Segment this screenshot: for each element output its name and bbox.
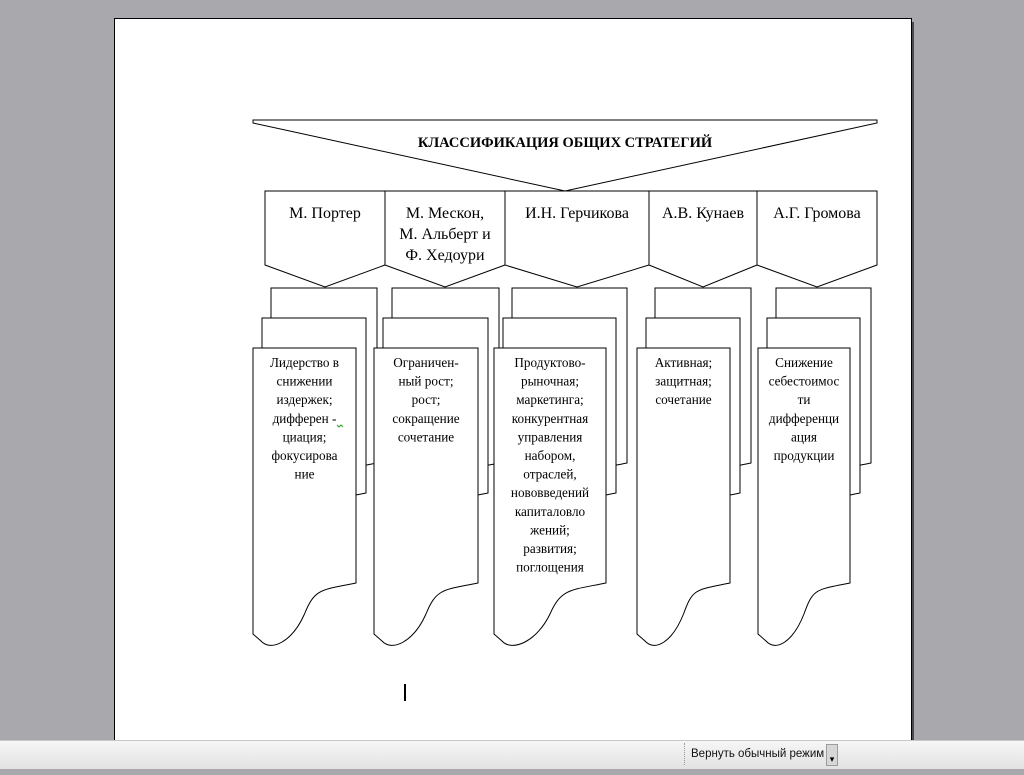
strategy-list-5: Снижение себестоимос ти дифференци ация продукции bbox=[768, 355, 840, 463]
strategy-diagram bbox=[115, 19, 911, 749]
document-page[interactable] bbox=[114, 18, 912, 750]
author-header-1: М. Портер bbox=[289, 205, 361, 222]
restore-mode-dropdown-button[interactable] bbox=[826, 744, 838, 766]
author-header-3: И.Н. Герчикова bbox=[525, 205, 629, 222]
strategy-list-2: Ограничен-ный рост; рост; сокращение сочетание bbox=[392, 355, 460, 445]
strategy-list-3: Продуктово-рыночная; маркетинга; конкурентная управления набором, отраслей, нововведений капиталовло жений; развития; поглощения bbox=[510, 355, 590, 575]
chevron-down-icon: ▾ bbox=[829, 755, 835, 765]
restore-normal-mode-button[interactable]: Вернуть обычный режим bbox=[684, 743, 830, 765]
author-header-5: А.Г. Громова bbox=[773, 205, 861, 222]
text-cursor bbox=[404, 684, 406, 701]
author-header-4: А.В. Кунаев bbox=[661, 205, 745, 222]
title-funnel-shape bbox=[253, 120, 877, 191]
strategy-list-1: Лидерство в снижении издержек; дифферен -циация; фокусирова ние bbox=[269, 355, 340, 482]
diagram-title: КЛАССИФИКАЦИЯ ОБЩИХ СТРАТЕГИЙ bbox=[417, 135, 713, 151]
strategy-list-4: Активная; защитная; сочетание bbox=[654, 355, 713, 408]
author-header-2: М. Мескон, М. Альберт и Ф. Хедоури bbox=[399, 205, 491, 264]
status-bar bbox=[0, 740, 1024, 769]
